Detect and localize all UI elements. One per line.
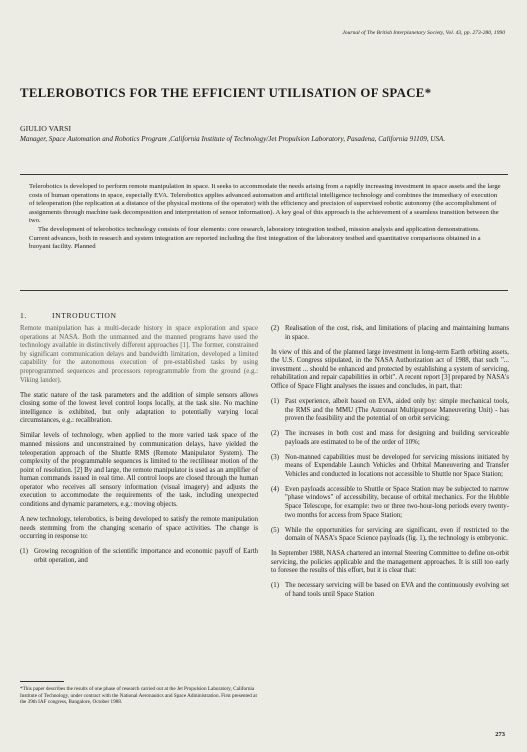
author-affiliation: Manager, Space Automation and Robotics Program ,California Institute of Technology/Jet Propulsion Laboratory, Pasadena, California 91109, USA. — [20, 135, 446, 143]
list-item-label: (1) — [20, 548, 28, 556]
list-item-text: The increases in both cost and mass for designing and building serviceable payloads are estimated to be of the order of 10%; — [285, 430, 509, 446]
list-item — [271, 486, 509, 520]
list-item — [271, 527, 509, 544]
abstract-bottom-rule — [20, 290, 508, 291]
list-item-text: Even payloads accessible to Shuttle or Space Station may be subjected to narrow "phase windows" of accessibility, because of orbital mechanics. For the Hubble Space Telescope, for example: two or three two-hour-long periods every twenty-two months for access from Space Station; — [285, 485, 509, 519]
list-item-text: Growing recognition of the scientific importance and economic payoff of Earth orbit operation, and — [34, 548, 258, 564]
list-item-label: (4) — [271, 485, 279, 493]
list-item-text: Realisation of the cost, risk, and limitations of placing and maintaining humans in space. — [285, 325, 509, 341]
body-paragraph: Remote manipulation has a multi-decade history in space exploration and space operations at NASA. Both the unmanned and the manned programs have used the technology available in distinctively different approaches [1]. The former, constrained by significant communication delays and bandwidth limitation, developed a limited capability for the autonomous execution of pre-established tasks by using preprogrammed sequences and processors reprogrammable from the ground (e.g.: Viking lander). — [20, 325, 258, 384]
footnote-rule — [20, 681, 64, 682]
list-item-label: (5) — [271, 526, 279, 534]
list-item — [271, 454, 509, 480]
body-paragraph: In view of this and of the planned large investment in long-term Earth orbiting assets, the U.S. Congress stipulated, in the NASA Authorization act of 1988, that such "... investment ... should be enhanced and protected by establishing a system of servicing, rehabilitation and repair capabilities in orbit". A recent report [3] prepared by NASA's Office of Space Flight analyses the issues and concludes, in part, that: — [271, 348, 509, 390]
list-item-label: (3) — [271, 453, 279, 461]
page-number: 273 — [495, 731, 505, 738]
list-item-label: (1) — [271, 582, 279, 590]
list-item-label: (1) — [271, 397, 279, 405]
list-item-label: (2) — [271, 430, 279, 438]
list-item — [271, 325, 509, 342]
section-title: INTRODUCTION — [52, 311, 117, 320]
footnote: *This paper describes the results of one phase of research carried out at the Jet Propulsion Laboratory, California Institute of Technology, under contract with the National Aeronautics and Space Administration. First presented at the 39th IAF congress, Bangalore, October 1988. — [20, 686, 257, 706]
list-item-label: (2) — [271, 325, 279, 332]
list-item-text: While the opportunities for servicing are significant, even if restricted to the domain of NASA's Space Science payloads (fig. 1), the technology is embryonic. — [285, 526, 509, 543]
section-number: 1. — [20, 311, 27, 320]
left-column — [20, 325, 258, 572]
section-heading — [20, 311, 117, 320]
body-paragraph: The static nature of the task parameters and the addition of simple sensors allows closing some of the lowest level control loops locally, at the task site. No machine intelligence is exhibited, but only adaptation to potentially varying local circumstances, e.g.: recalibration. — [20, 391, 258, 425]
list-item — [271, 430, 509, 447]
list-item-text: Past experience, albeit based on EVA, aided only by: simple mechanical tools, the RMS and the MMU (The Astronaut Multipurpose Maneuvering Unit) - has proven the feasibility and the potential of on orbit servicing; — [285, 397, 509, 423]
body-paragraph: A new technology, telerobotics, is being developed to satisfy the remote manipulation needs stemming from the changing scenario of space activities. The change is occurring in response to: — [20, 516, 258, 541]
body-paragraph: Similar levels of technology, when applied to the more varied task space of the manned missions and unconstrained by communication delays, have yielded the teleoperation approach of the Shuttle RMS (Remote Manipulator System). The complexity of the programmable sequences is limited to the rectilinear motion of the point of resolution. [2] By and large, the remote manipulator is used as an amplifier of human commands issued in real time. All control loops are closed through the human operator who receives all sensory information (visual imagery) and adjusts the execution to accommodate the requirements of the task, including unexpected conditions and dynamic parameters, e.g.: moving objects. — [20, 432, 258, 509]
paper-title: TELEROBOTICS FOR THE EFFICIENT UTILISATION OF SPACE* — [20, 86, 432, 100]
abstract-paragraph: The development of telerobotics technology consists of four elements: core research, laboratory integration testbed, mission analysis and application demonstrations. Current advances, both in research and system integration are reported including the first integration of the laboratory testbed and quantitative comparisons obtained in a buoyant facility. Planned — [29, 225, 481, 251]
body-paragraph: In September 1988, NASA chartered an internal Steering Committee to define on-orbit servicing, the policies applicable and the management approaches. It is still too early to foresee the results of this effort, but it is clear that: — [271, 550, 509, 575]
right-column — [271, 325, 509, 606]
abstract-paragraph: Telerobotics is developed to perform remote manipulation in space. It seeks to accommodate the needs arising from a rapidly increasing investment in space assets and the large costs of human operations in space, especially EVA. Telerobotics applies advanced automation and artificial intelligence technology and combines the immediacy of execution of teleoperation (the replication at a distance of the physical motions of the operator) with the efficiency and precision of supervised robotic autonomy (the accomplishment of assignments through machine task decomposition and interpretation of sensor information). A key goal of this approach is the achievement of a seamless transition between the two. — [29, 183, 501, 225]
list-item-text: The necessary servicing will be based on EVA and the continuously evolving set of hand tools until Space Station — [285, 582, 509, 598]
journal-header: Journal of The British Interplanetary Society, Vol. 43, pp. 273-280, 1990 — [342, 30, 505, 36]
list-item — [20, 548, 258, 565]
abstract — [29, 183, 501, 252]
list-item — [271, 398, 509, 424]
list-item-text: Non-manned capabilities must be developed for servicing missions initiated by means of Expendable Launch Vehicles and Orbital Maneuvering and Transfer Vehicles and conducted in locations not accessible to Shuttle nor Space Station; — [285, 453, 509, 478]
list-item — [271, 582, 509, 599]
author-name: GIULIO VARSI — [20, 124, 72, 133]
abstract-top-rule — [20, 174, 508, 175]
